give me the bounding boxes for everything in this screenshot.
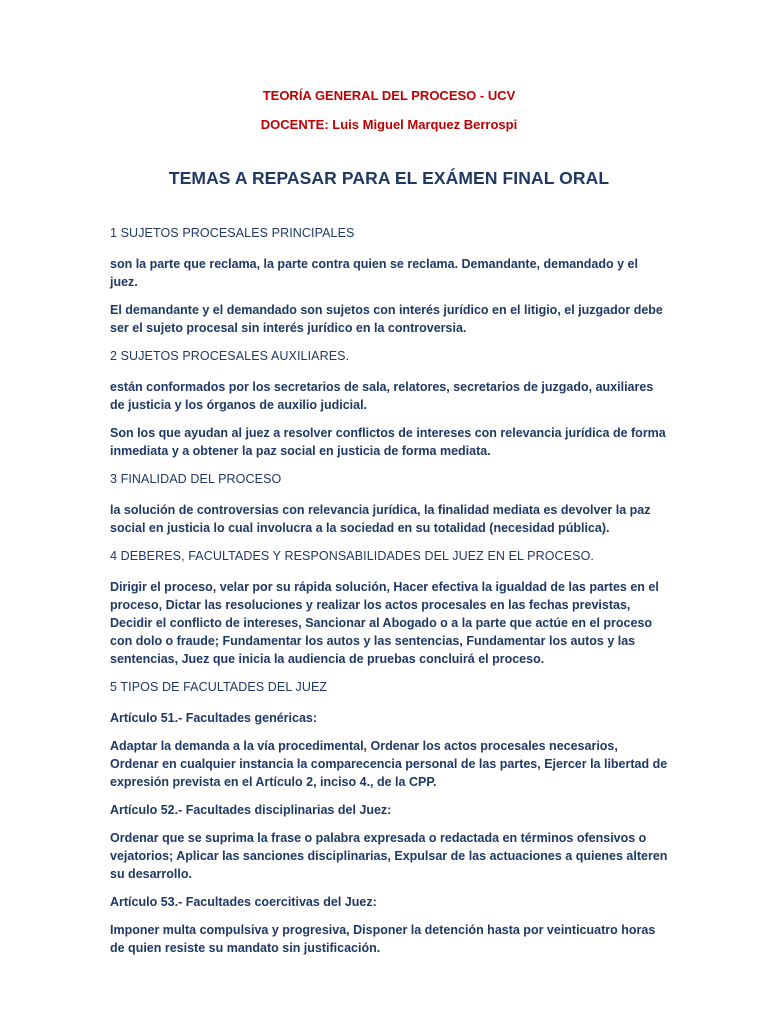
paragraph: son la parte que reclama, la parte contra quien se reclama. Demandante, demandado y el juez.	[110, 257, 638, 289]
section-3	[110, 470, 668, 537]
section-4	[110, 547, 668, 668]
section-heading: 5 TIPOS DE FACULTADES DEL JUEZ	[110, 680, 328, 694]
article-text: Ordenar que se suprima la frase o palabra expresada o redactada en términos ofensivos o vejatorios; Aplicar las sanciones disciplinarias, Expulsar de las actuaciones a quienes alteren su desarrollo.	[110, 831, 668, 881]
paragraph: están conformados por los secretarios de sala, relatores, secretarios de juzgado, auxiliares de justicia y los órganos de auxilio judicial.	[110, 380, 654, 412]
article-title: Artículo 53.- Facultades coercitivas del Juez:	[110, 895, 377, 909]
paragraph: la solución de controversias con relevancia jurídica, la finalidad mediata es devolver la paz social en justicia lo cual involucra a la sociedad en su totalidad (necesidad pública).	[110, 503, 651, 535]
document-title: TEMAS A REPASAR PARA EL EXÁMEN FINAL ORAL	[168, 168, 610, 188]
paragraph: El demandante y el demandado son sujetos con interés jurídico en el litigio, el juzgador debe ser el sujeto procesal sin interés jurídico en la controversia.	[110, 303, 663, 335]
section-heading: 2 SUJETOS PROCESALES AUXILIARES.	[110, 349, 350, 363]
article-title: Artículo 52.- Facultades disciplinarias del Juez:	[110, 803, 392, 817]
article-text: Adaptar la demanda a la vía procedimental, Ordenar los actos procesales necesarios, Ordenar en cualquier instancia la comparecencia personal de las partes, Ejercer la libertad de expresión prevista en el Artículo 2, inciso 4., de la CPP.	[110, 739, 668, 789]
article-text: Imponer multa compulsiva y progresiva, Disponer la detención hasta por veinticuatro horas de quien resiste su mandato sin justificación.	[110, 923, 656, 955]
course-title: TEORÍA GENERAL DEL PROCESO - UCV	[262, 88, 516, 103]
section-heading: 3 FINALIDAD DEL PROCESO	[110, 472, 282, 486]
section-1	[110, 224, 668, 337]
section-5	[110, 678, 668, 957]
document-content	[110, 224, 668, 957]
paragraph: Dirigir el proceso, velar por su rápida solución, Hacer efectiva la igualdad de las partes en el proceso, Dictar las resoluciones y realizar los actos procesales en las fechas previstas, Decidir el conflicto de intereses, Sancionar al Abogado o a la parte que actúe en el proceso con dolo o fraude; Fundamentar los autos y las sentencias, Fundamentar los autos y las sentencias, Juez que inicia la audiencia de pruebas concluirá el proceso.	[110, 580, 659, 666]
paragraph: Son los que ayudan al juez a resolver conflictos de intereses con relevancia jurídica de forma inmediata y a obtener la paz social en justicia de forma mediata.	[110, 426, 666, 458]
section-2	[110, 347, 668, 460]
teacher-name: DOCENTE: Luis Miguel Marquez Berrospi	[260, 117, 518, 132]
section-heading: 1 SUJETOS PROCESALES PRINCIPALES	[110, 226, 355, 240]
section-heading: 4 DEBERES, FACULTADES Y RESPONSABILIDADES DEL JUEZ EN EL PROCESO.	[110, 549, 594, 563]
article-title: Artículo 51.- Facultades genéricas:	[110, 711, 318, 725]
